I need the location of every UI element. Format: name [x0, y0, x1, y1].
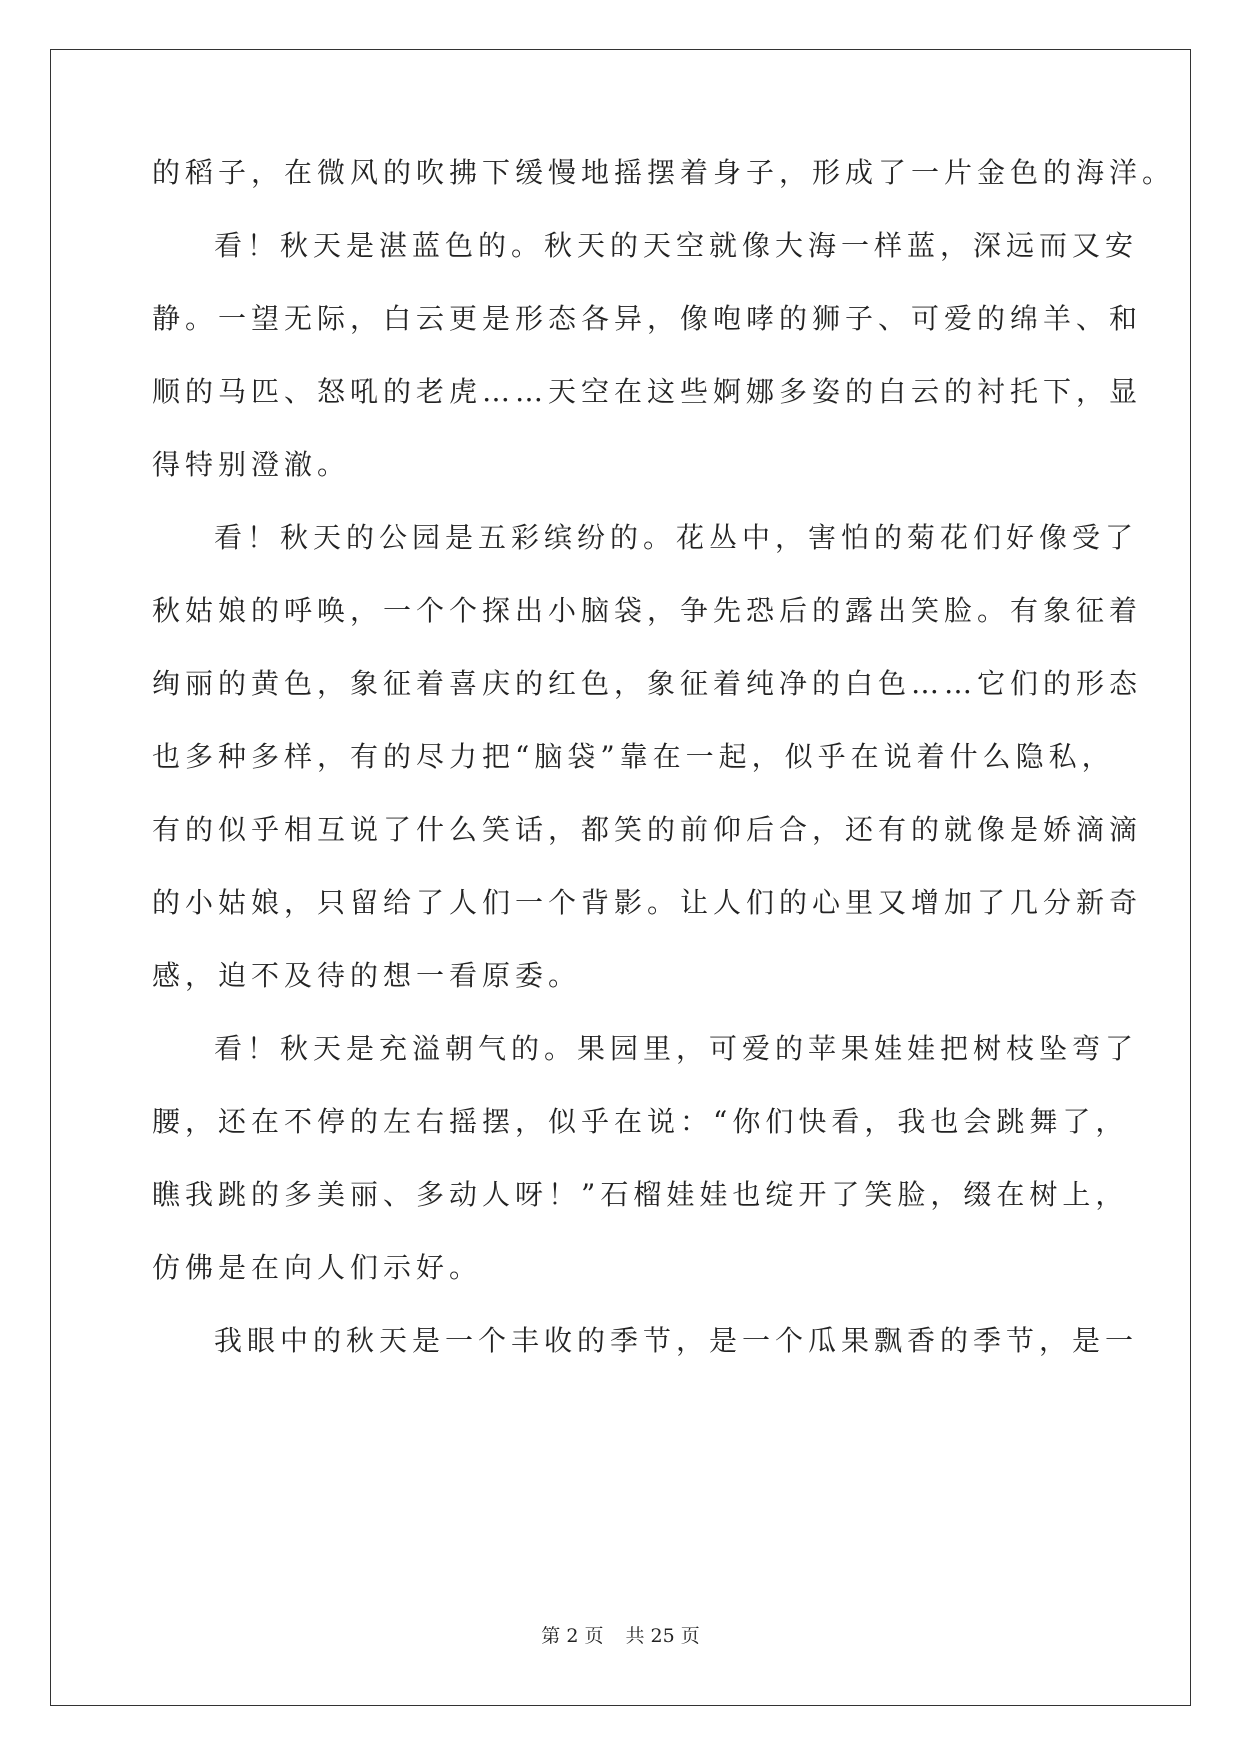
text-line: 也多种多样，有的尽力把“脑袋”靠在一起，似乎在说着什么隐私，	[152, 740, 1115, 773]
text-line: 感，迫不及待的想一看原委。	[152, 959, 582, 992]
text-line: 得特别澄澈。	[152, 448, 351, 481]
text-line: 绚丽的黄色，象征着喜庆的红色，象征着纯净的白色……它们的形态	[152, 667, 1143, 700]
text-line: 看！秋天是充溢朝气的。果园里，可爱的苹果娃娃把树枝坠弯了	[214, 1032, 1139, 1065]
text-line: 静。一望无际，白云更是形态各异，像咆哮的狮子、可爱的绵羊、和	[152, 302, 1143, 335]
text-line: 腰，还在不停的左右摇摆，似乎在说：“你们快看，我也会跳舞了，	[152, 1105, 1129, 1138]
text-line: 有的似乎相互说了什么笑话，都笑的前仰后合，还有的就像是娇滴滴	[152, 813, 1143, 846]
text-line: 的小姑娘，只留给了人们一个背影。让人们的心里又增加了几分新奇	[152, 886, 1143, 919]
page-footer	[0, 1621, 1241, 1648]
page-frame	[50, 49, 1191, 1706]
text-line: 秋姑娘的呼唤，一个个探出小脑袋，争先恐后的露出笑脸。有象征着	[152, 594, 1143, 627]
text-line: 看！秋天是湛蓝色的。秋天的天空就像大海一样蓝，深远而又安	[214, 229, 1139, 262]
page-number: 第 2 页	[541, 1625, 604, 1647]
text-line: 的稻子，在微风的吹拂下缓慢地摇摆着身子，形成了一片金色的海洋。	[152, 156, 1176, 189]
text-line: 瞧我跳的多美丽、多动人呀！”石榴娃娃也绽开了笑脸，缀在树上，	[152, 1178, 1129, 1211]
text-line: 仿佛是在向人们示好。	[152, 1251, 483, 1284]
text-line: 顺的马匹、怒吼的老虎……天空在这些婀娜多姿的白云的衬托下，显	[152, 375, 1143, 408]
page-total: 共 25 页	[625, 1625, 700, 1647]
text-line: 看！秋天的公园是五彩缤纷的。花丛中，害怕的菊花们好像受了	[214, 521, 1139, 554]
text-line: 我眼中的秋天是一个丰收的季节，是一个瓜果飘香的季节，是一	[214, 1324, 1139, 1357]
